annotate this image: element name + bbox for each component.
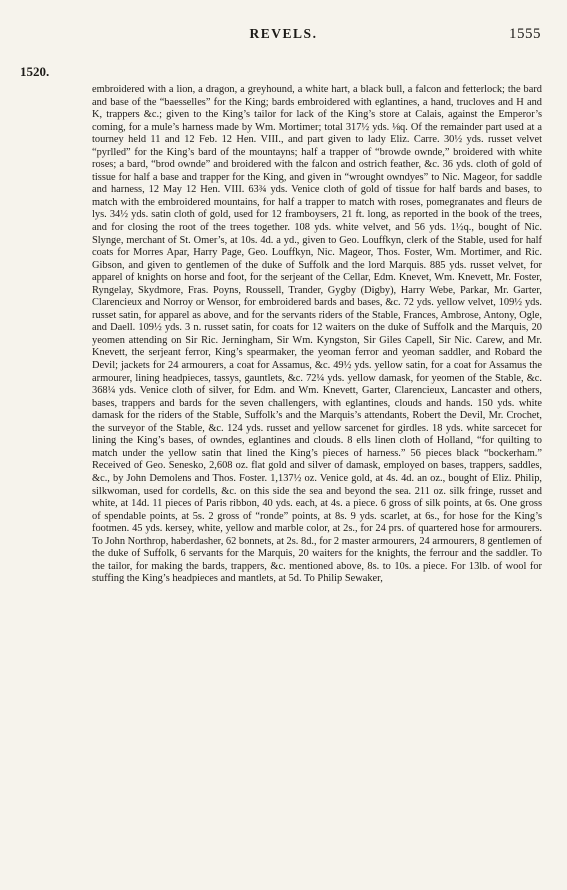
running-title: REVELS. [249, 26, 318, 41]
body-paragraph: embroidered with a lion, a dragon, a greyhound, a white hart, a black bull, a falcon and fetterlock; the bard and base of the “baesselles” for the King; bards embroidered with eglantines, a hand, trucloves and H and K, trappers &c.; given to the King’s tailor for lack of the King’s store at Calais, against the Emperor’s coming, for a mule’s harness made by Wm. Mortimer; total 317½ yds. ⅛q. Of the remainder part used at a tourney held 11 and 12 Feb. 12 Hen. VIII., and part given to lady Eliz. Carre. 30½ yds. russet velvet “pyrlled” for the King’s bard of the mountayns; half a trapper of “browde ownde,” broidered with white roses; a bard, “brod ownde” and broidered with the falcon and ostrich feather, &c. 36 yds. cloth of gold of tissue for half a base and trapper for the King, and given in “wrought owndyes” to Nic. Mageor, for saddle and harness, 12 May 12 Hen. VIII. 63¾ yds. Venice cloth of gold of tissue for half bards and bases, to match with the embroidered mountains, for half a trapper to match with roses, pomegranates and fleurs de lys. 34½ yds. satin cloth of gold, used for 12 framboysers, 21 ft. long, as reported in the book of the trees, and for closing the root of the trees together. 108 yds. white velvet, and 56 yds. 1½q., bought of Nic. Slynge, merchant of St. Omer’s, at 10s. 4d. a yd., given to Geo. Louffkyn, clerk of the Stable, used for half coats for Morres Apar, Harry Page, Geo. Louffkyn, Nic. Mageor, Thos. Foster, Wm. Mortimer, and Ric. Gibson, and given to gentlemen of the duke of Suffolk and the lord Marquis. 885 yds. russet velvet, for apparel of knights on horse and foot, for the serjeant of the Cellar, Edm. Knevet, Wm. Knevett, Mr. Foster, Ryngelay, Skydmore, Fras. Poyns, Roussell, Trander, Gygby (Digby), Harry Webe, Parkar, Mr. Garter, Clarencieux and Norroy or Wensor, for embroidered bards and bases, &c. 72 yds. yellow velvet, 109½ yds. russet satin, for apparel as above, and for the servants riders of the Stable, Frances, Ambrose, Antony, Ogle, and Daell. 109½ yds. 3 n. russet satin, for coats for 12 waiters on the duke of Suffolk and the Marquis, 20 yeomen attending on Sir Ric. Jerningham, Sir Wm. Kyngston, Sir Giles Capell, Sir Nic. Carew, and Mr. Knevett, the serjeant ferror, King’s spearmaker, the yeoman ferror and yeoman saddler, and Robard the Devil; jackets for 24 armourers, a coat for Assamus, &c. 49½ yds. yellow satin, for a coat for Assamus the armourer, lining headpieces, tassys, gauntlets, &c. 72¼ yds. yellow damask, for yeomen of the Stable, &c. 368¼ yds. Venice cloth of silver, for Edm. and Wm. Knevett, Garter, Clarencieux, Lancaster and others, bases, trappers and bards for the seven challengers, with eglantines, clouds and hands. 150 yds. white damask for the riders of the Stable, Suffolk’s and the Marquis’s attendants, Robert the Devil, Mr. Crochet, the surveyor of the Stable, &c. 124 yds. russet and yellow sarcenet for girdles. 18 yds. white sarcecet for lining the King’s bases, of owndes, eglantines and clouds. 8 ells linen cloth of Holland, “for quilting to match under the yellow satin that lined the King’s pieces of harness.” 56 pieces black “bockerham.” Received of Geo. Senesko, 2,608 oz. flat gold and silver of damask, employed on bases, trappers, saddles, &c., by John Demolens and Thos. Foster. 1,137½ oz. Venice gold, at 4s. 4d. an oz., bought of Eliz. Philip, silkwoman, used for cordells, &c. on this side the sea and beyond the sea. 211 oz. silk fringe, russet and white, at 14d. 11 pieces of Paris ribbon, 40 yds. each, at 4s. a piece. 6 gross of silk points, at 6s. One gross of spendable points, at 5s. 2 gross of “ronde” points, at 8s. 9 yds. scarlet, at 6s., for hose for the King’s footmen. 45 yds. kersey, white, yellow and marble color, at 2s., for 24 prs. of quartered hose for armourers. To John Northrop, haberdasher, 62 bonnets, at 2s. 8d., for 2 master armourers, 24 armourers, 8 gentlemen of the duke of Suffolk, 6 servants for the Marquis, 20 waiters for the knights, the ferrour and the saddler. To the tailor, for making the bards, trappers, &c. mentioned above, 8s. to 10s. a piece. For 13lb. of wool for stuffing the King’s headpieces and mantlets, at 5d. To Philip Sewaker, [92, 84, 542, 585]
margin-year: 1520. [20, 64, 50, 79]
page-number: 1555 [509, 26, 541, 42]
running-head [0, 26, 567, 46]
